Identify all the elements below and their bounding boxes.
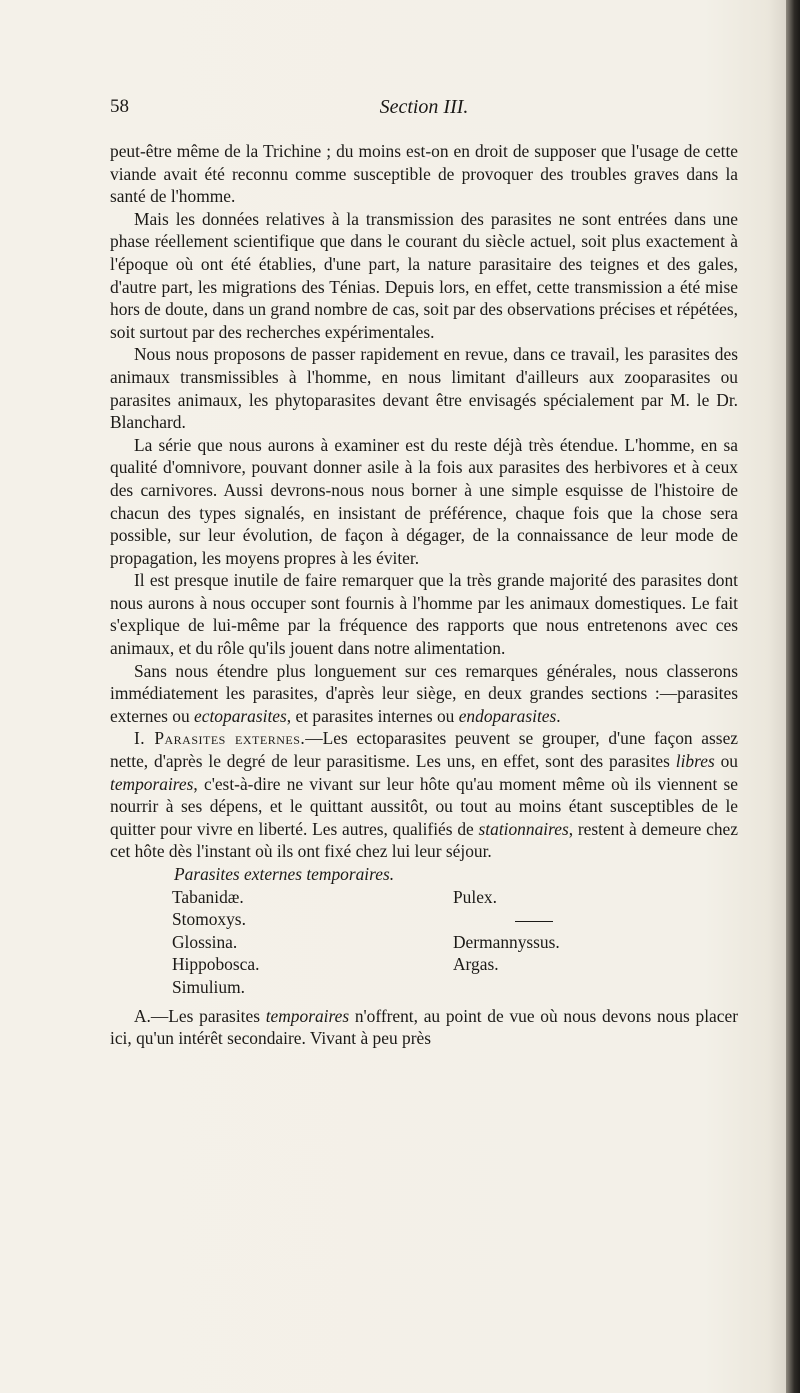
text-run: n'offrent, au point de vue où nous devons nous placer ici, qu'un intérêt secondaire. Vivant à peu près [110,1005,738,1049]
text-run: , et parasites internes ou [286,705,459,726]
paragraph-purpose: Nous nous proposons de passer rapidement en revue, dans ce travail, les parasites des animaux transmissibles à l'homme, en nous limitant d'ailleurs aux zooparasites ou parasites animaux, les phytoparasites devant être envisagés spécialement par M. le Dr. Blanchard. [110,344,738,433]
term-libres: libres [675,751,715,772]
table-dash-cell [453,908,692,931]
paragraph-classification [110,660,738,728]
table-cell: Argas. [453,954,499,975]
table-column-right [411,886,692,999]
term-stationnaires: stationnaires [478,818,569,839]
term-endoparasites: endoparasites [458,705,557,726]
table-cell: Stomoxys. [172,909,246,930]
paragraph-domestic-animals: Il est presque inutile de faire remarquer que la très grande majorité des parasites dont nous aurons à nous occuper sont fournis à l'homme par les animaux domestiques. Le fait s'explique de lui-même par la fréquence des rapports que nous entretenons avec ces animaux, et du rôle qu'ils jouent dans notre alimentation. [110,570,738,659]
table-cell: Hippobosca. [172,954,260,975]
term-ectoparasites: ectoparasites [194,705,287,726]
paragraph-temporary-parasites [110,1005,738,1050]
text-run: ou [714,751,738,772]
text-run: A.—Les parasites [134,1005,266,1026]
paragraph-series: La série que nous aurons à examiner est du reste déjà très étendue. L'homme, en sa qualité d'omnivore, pouvant donner asile à la fois aux parasites des herbivores et à ceux des carnivores. Aussi devrons-nous nous borner à une simple esquisse de l'histoire de chacun des types signalés, en insistant de préférence, chaque fois que la chose sera possible, sur leur évolution, de façon à dégager, de la connaissance de leur mode de propagation, les moyens propres à les éviter. [110,434,738,568]
table-cell: Simulium. [172,976,245,997]
paragraph-continuation: peut-être même de la Trichine ; du moins est-on en droit de supposer que l'usage de cette viande avait été reconnu comme susceptible de provoquer des troubles graves dans la santé de l'homme. [110,141,738,207]
dash-rule [515,921,553,922]
parasite-table [172,886,692,999]
text-run: , c'est-à-dire ne vivant sur leur hôte qu'au moment même où ils viennent se nourrir à ses dépens, et le quittant aussitôt, ou tout au moins étant susceptibles de le quitter pour vivre en liberté. Les autres, qualifiés de [110,773,738,839]
table-cell: Tabanidæ. [172,886,244,907]
table-cell: Pulex. [453,886,497,907]
table-cell [453,976,692,999]
body-text [110,140,738,1050]
text-run: Sans nous étendre plus longuement sur ces remarques générales, nous classerons immédiatement les parasites, d'après leur siège, en deux grandes sections :—parasites externes ou [110,660,738,726]
term-temporaires: temporaires [110,773,194,794]
page-number: 58 [110,96,129,117]
running-head: Section III. [379,96,469,118]
paragraph-transmission: Mais les données relatives à la transmission des parasites ne sont entrées dans une phase réellement scientifique que dans le courant du siècle actuel, soit plus exactement à l'époque où ont été établies, d'une part, la nature parasitaire des teignes et des gales, d'autre part, les migrations des Ténias. Depuis lors, en effet, cette transmission a été mise hors de doute, dans un grand nombre de cas, soit par des observations précises et répétées, soit surtout par des recherches expérimentales. [110,208,738,342]
table-cell: Dermannyssus. [453,931,560,952]
text-run: . [556,705,561,726]
table-column-left [172,886,411,999]
section-heading-inline: I. Parasites externes. [134,728,306,749]
text-run: , restent à demeure chez cet hôte dès l'instant où ils ont fixé chez lui leur séjour. [110,818,738,862]
paragraph-external-parasites [110,727,738,863]
page-header [110,96,738,122]
table-title: Parasites externes temporaires. [174,864,395,884]
page-edge-shadow [786,0,800,1393]
text-run: —Les ectoparasites peuvent se grouper, d'une façon assez nette, d'après le degré de leur parasitisme. Les uns, en effet, sont des parasites [110,728,739,772]
term-temporaires: temporaires [265,1005,350,1026]
table-cell: Glossina. [172,931,238,952]
